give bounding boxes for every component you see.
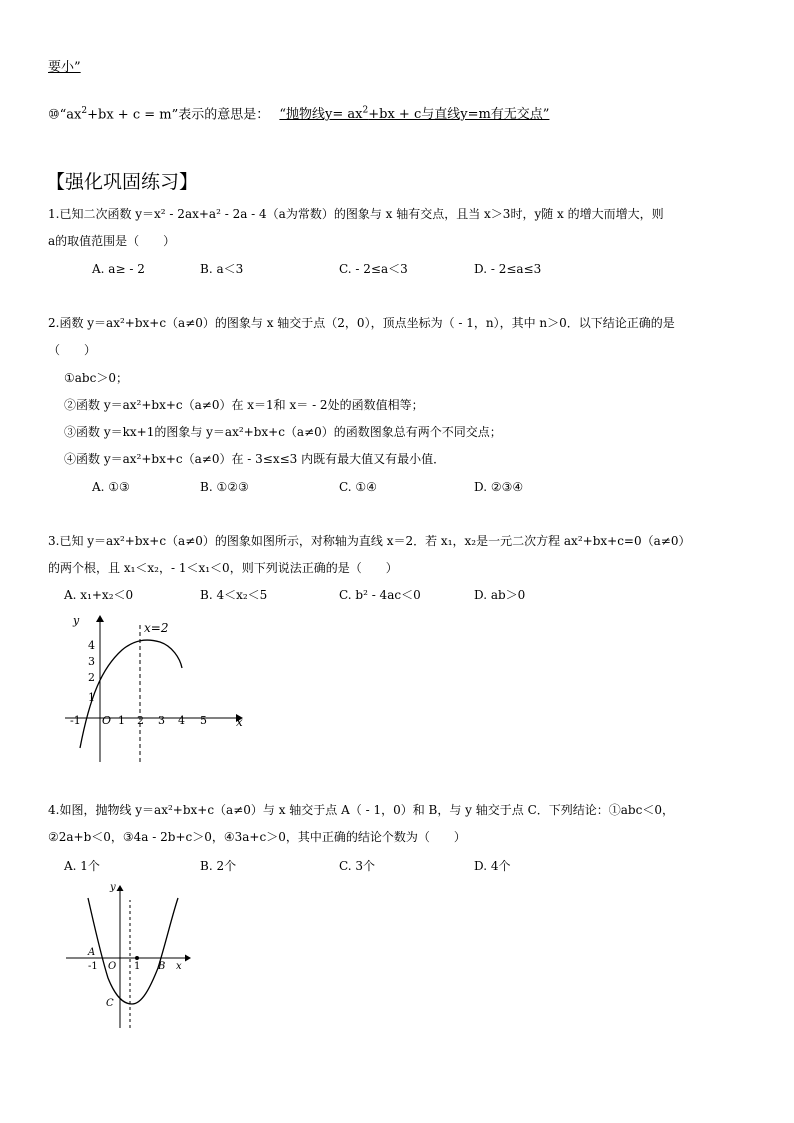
q3-xtick: 1 <box>118 714 125 727</box>
q4-parabola-graph <box>62 880 202 1030</box>
q3-stem-line2: 的两个根，且 x₁＜x₂，- 1＜x₁＜0，则下列说法正确的是（ ） <box>48 561 398 575</box>
q4-label-c: C <box>106 998 114 1009</box>
q4-point-1 <box>135 956 139 960</box>
q3-xtick: 4 <box>178 714 185 727</box>
q1-stem: 1.已知二次函数 y＝x² - 2ax+a² - 2a - 4（a为常数）的图象与 x 轴有交点，且当 x＞3时，y随 x 的增大而增大，则 <box>48 207 664 221</box>
q3-x-label: x <box>236 715 243 729</box>
q3-ytick: 1 <box>88 691 95 704</box>
q4-tick-1: 1 <box>134 961 141 972</box>
item-10-answer: “抛物线$y= ax^2+bx + c$与直线y=m有无交点” <box>279 106 550 123</box>
q4-origin-label: O <box>108 961 117 972</box>
q3-option-c[interactable]: C. b² - 4ac＜0 <box>339 588 421 602</box>
q3-ytick: 4 <box>88 639 95 652</box>
q3-option-b[interactable]: B. 4＜x₂＜5 <box>200 588 268 602</box>
q4-parabola-curve <box>88 898 178 1004</box>
q4-label-b: B <box>158 961 166 972</box>
section-title: 【强化巩固练习】 <box>46 171 199 193</box>
q2-option-c[interactable]: C. ①④ <box>339 480 377 494</box>
q2-statement-3: ③函数 y＝kx+1的图象与 y＝ax²+bx+c（a≠0）的函数图象总有两个不同交点； <box>64 425 502 439</box>
q2-statement-4: ④函数 y＝ax²+bx+c（a≠0）在 - 3≤x≤3 内既有最大值又有最小值． <box>64 452 446 466</box>
q3-ytick: 3 <box>88 655 95 668</box>
q2-statement-1: ①abc＞0； <box>64 371 128 385</box>
q3-xtick: 3 <box>158 714 165 727</box>
q1-option-c[interactable]: C. - 2≤a＜3 <box>339 262 408 276</box>
q3-ytick: 2 <box>88 671 95 684</box>
q4-y-label: y <box>110 882 116 893</box>
q4-stem: 4.如图，抛物线 y＝ax²+bx+c（a≠0）与 x 轴交于点 A（ - 1，0）和 B，与 y 轴交于点 C．下列结论：①abc＜0， <box>48 803 674 817</box>
q4-label-a: A <box>88 947 96 958</box>
q3-y-label: y <box>73 614 80 627</box>
continuation-text: 要小” <box>48 60 81 75</box>
q3-parabola-graph <box>60 610 250 770</box>
q4-option-c[interactable]: C. 3个 <box>339 859 376 873</box>
q4-option-d[interactable]: D. 4个 <box>474 859 511 873</box>
q3-xtick: 5 <box>200 714 207 727</box>
q4-x-label: x <box>176 961 182 972</box>
q4-tick-neg1: -1 <box>88 961 98 972</box>
q1-option-b[interactable]: B. a＜3 <box>200 262 244 276</box>
q3-stem: 3.已知 y＝ax²+bx+c（a≠0）的图象如图所示，对称轴为直线 x＝2．若 x₁，x₂是一元二次方程 ax²+bx+c=0（a≠0） <box>48 534 691 548</box>
q1-option-a[interactable]: A. a≥ - 2 <box>92 262 145 276</box>
q1-stem-line2: a的取值范围是（ ） <box>48 234 176 248</box>
q3-symmetry-label: x=2 <box>144 621 169 635</box>
q2-stem-line2: （ ） <box>48 343 97 357</box>
q2-option-a[interactable]: A. ①③ <box>92 480 130 494</box>
q3-option-a[interactable]: A. x₁+x₂＜0 <box>64 588 134 602</box>
q4-stem-line2: ②2a+b＜0，③4a - 2b+c＞0，④3a+c＞0，其中正确的结论个数为（ ） <box>48 830 466 844</box>
q4-option-a[interactable]: A. 1个 <box>64 859 100 873</box>
q2-statement-2: ②函数 y＝ax²+bx+c（a≠0）在 x＝1和 x＝ - 2处的函数值相等； <box>64 398 424 412</box>
q3-xtick: -1 <box>70 714 81 727</box>
q4-option-b[interactable]: B. 2个 <box>200 859 237 873</box>
q3-parabola-curve <box>80 640 182 748</box>
q2-stem: 2.函数 y＝ax²+bx+c（a≠0）的图象与 x 轴交于点（2，0），顶点坐标为（ - 1，n），其中 n＞0．以下结论正确的是 <box>48 316 675 330</box>
q2-option-d[interactable]: D. ②③④ <box>474 480 524 494</box>
q1-option-d[interactable]: D. - 2≤a≤3 <box>474 262 542 276</box>
q3-xtick: 2 <box>137 714 144 727</box>
q2-option-b[interactable]: B. ①②③ <box>200 480 249 494</box>
q3-option-d[interactable]: D. ab＞0 <box>474 588 526 602</box>
q3-origin-label: O <box>102 714 112 727</box>
item-10: $⑩“ax^2+bx + c = m$”表示的意思是： “抛物线$y= ax^2+bx + c$与直线y=m有无交点” <box>48 106 550 123</box>
